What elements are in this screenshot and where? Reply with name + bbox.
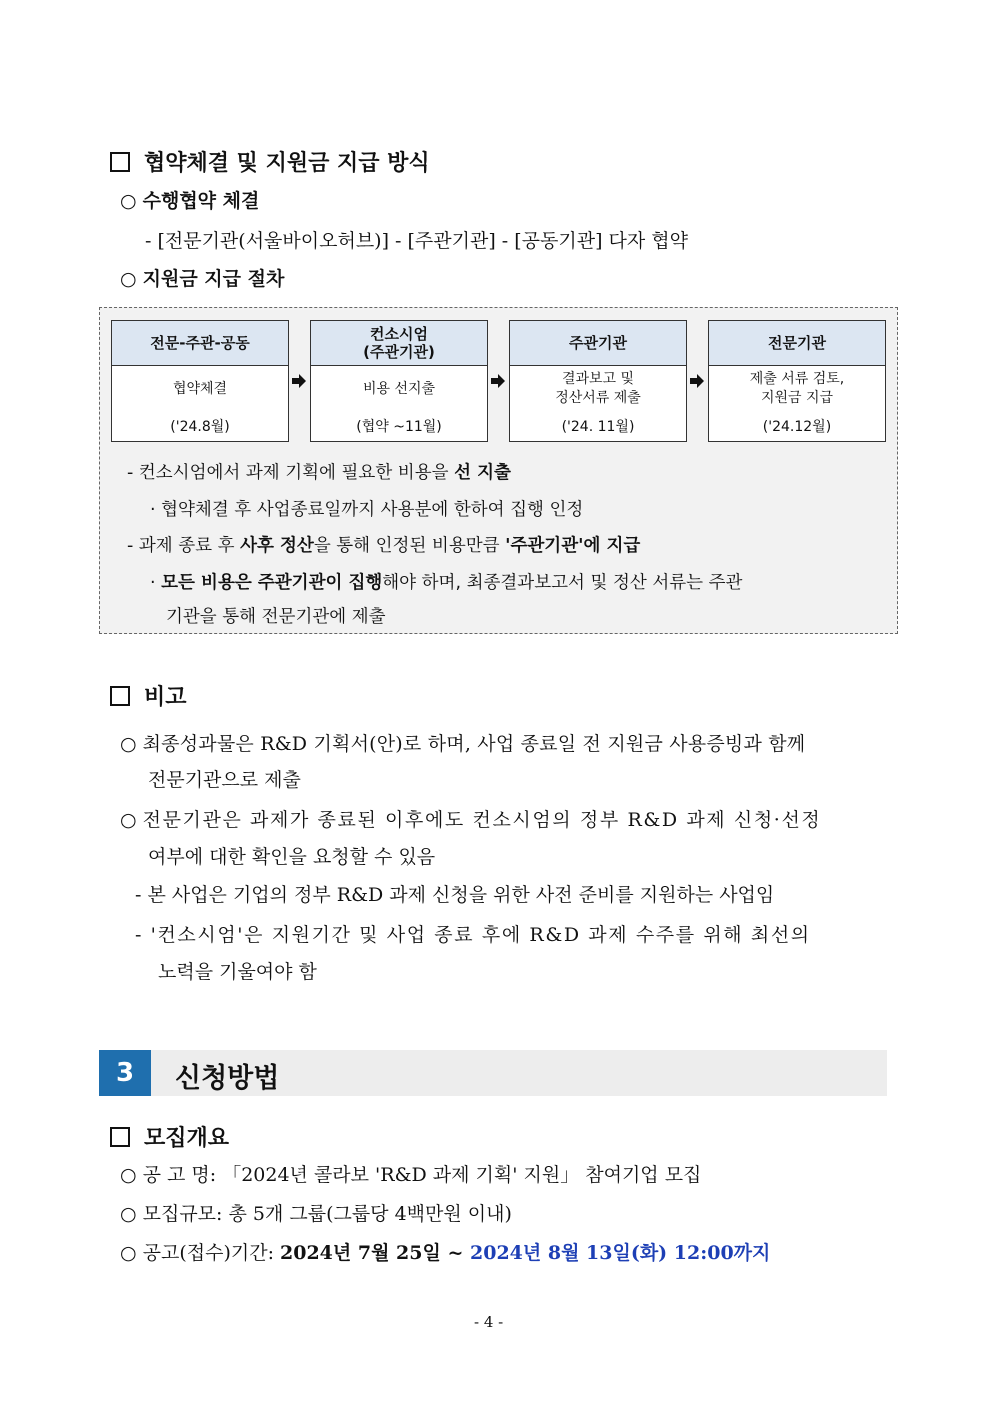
remark-4-cont: 노력을 기울여야 함: [158, 961, 317, 983]
overview-scale: ○ 모집규모: 총 5개 그룹(그룹당 4백만원 이내): [120, 1203, 512, 1225]
flow-step-3: [509, 320, 687, 442]
flow-note-1-sub: · 협약체결 후 사업종료일까지 사용분에 한하여 집행 인정: [150, 500, 584, 520]
page-number: - 4 -: [474, 1313, 504, 1331]
remark-4: - '컨소시엄'은 지원기간 및 사업 종료 후에 R&D 과제 수주를 위해 최선의: [135, 924, 811, 946]
section-title: 신청방법: [175, 1063, 280, 1094]
remark-3: - 본 사업은 기업의 정부 R&D 과제 신청을 위한 사전 준비를 지원하는 사업임: [135, 884, 775, 906]
arrow-right-icon: [690, 374, 704, 388]
flow-step-date: ('24.8월): [170, 419, 230, 435]
arrow-right-icon: [491, 374, 505, 388]
remark-1-cont: 전문기관으로 제출: [148, 769, 301, 791]
flow-step-main: 결과보고 및 정산서류 제출: [555, 371, 641, 406]
agreement-parties: - [전문기관(서울바이오허브)] - [주관기관] - [공동기관] 다자 협약: [145, 230, 688, 252]
section-heading-remarks: 비고: [110, 680, 187, 711]
arrow-right-icon: [292, 374, 306, 388]
flow-step-main: 비용 선지출: [362, 381, 436, 397]
section-heading-overview: 모집개요: [110, 1121, 229, 1152]
flow-step-main: 제출 서류 검토, 지원금 지급: [749, 371, 845, 406]
checkbox-square-icon: [110, 686, 130, 706]
section-number: 3: [99, 1050, 151, 1096]
flow-step-header: 전문기관: [709, 321, 885, 366]
section-heading-agreement: 협약체결 및 지원금 지급 방식: [110, 146, 430, 177]
flow-step-header: 컨소시엄 (주관기관): [311, 321, 487, 366]
flow-note-2-sub: · 모든 비용은 주관기관이 집행해야 하며, 최종결과보고서 및 정산 서류는 주관: [150, 573, 743, 593]
flow-step-date: ('24.12월): [762, 419, 832, 435]
overview-period: ○ 공고(접수)기간: 2024년 7월 25일 ~ 2024년 8월 13일(화) 12:00까지: [120, 1242, 771, 1264]
remark-2: ○ 전문기관은 과제가 종료된 이후에도 컨소시엄의 정부 R&D 과제 신청·선정: [120, 809, 822, 831]
bullet-payment-procedure: ○ 지원금 지급 절차: [120, 268, 285, 290]
flow-step-1: [111, 320, 289, 442]
flow-note-2: - 과제 종료 후 사후 정산을 통해 인정된 비용만큼 '주관기관'에 지급: [127, 536, 641, 556]
flow-note-2-sub-cont: 기관을 통해 전문기관에 제출: [166, 607, 386, 627]
flow-step-main: 협약체결: [172, 381, 228, 397]
remark-2-cont: 여부에 대한 확인을 요청할 수 있음: [148, 846, 436, 868]
remark-1: ○ 최종성과물은 R&D 기획서(안)로 하며, 사업 종료일 전 지원금 사용증빙과 함께: [120, 733, 806, 755]
flow-note-1: - 컨소시엄에서 과제 기획에 필요한 비용을 선 지출: [127, 463, 511, 483]
bullet-agreement: ○ 수행협약 체결: [120, 190, 260, 212]
flow-step-4: [708, 320, 886, 442]
flow-step-header: 주관기관: [510, 321, 686, 366]
flow-step-2: [310, 320, 488, 442]
flow-step-header: 전문-주관-공동: [112, 321, 288, 366]
section-3-title-bar: [99, 1050, 887, 1096]
overview-announcement: ○ 공 고 명: 「2024년 콜라보 'R&D 과제 기획' 지원」 참여기업 모집: [120, 1164, 702, 1186]
flow-step-date: ('24. 11월): [561, 419, 635, 435]
payment-flow-box: [99, 307, 898, 634]
flow-step-date: (협약 ~11월): [356, 419, 442, 435]
checkbox-square-icon: [110, 1127, 130, 1147]
checkbox-square-icon: [110, 152, 130, 172]
